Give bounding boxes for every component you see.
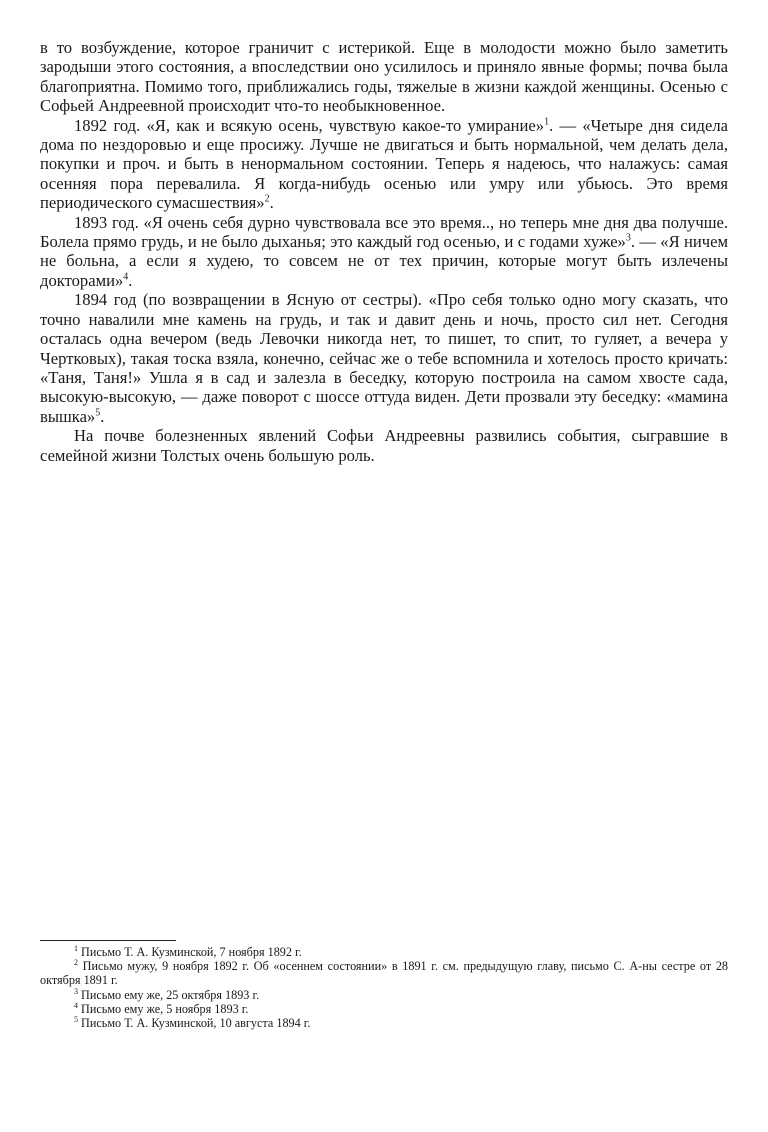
paragraph <box>40 290 728 426</box>
paragraph-text: . <box>269 193 274 213</box>
footnote-ref: 1 <box>544 116 550 128</box>
footnote-text: Письмо мужу, 9 ноября 1892 г. Об «осеннем состоянии» в 1891 г. см. предыдущую главу, письмо С. А-ны сестре от 28 октября 1891 г. <box>40 959 729 988</box>
paragraph-text: . <box>128 270 133 290</box>
footnote-ref: 5 <box>95 407 101 419</box>
paragraph <box>40 116 728 213</box>
footnote <box>40 1002 728 1016</box>
footnote-text: Письмо ему же, 5 ноября 1893 г. <box>81 1001 249 1016</box>
main-text <box>40 38 728 465</box>
footnote-ref: 4 <box>123 271 129 283</box>
paragraph-text: . — «Я ничем не больна, а если я худею, то совсем не от тех причин, которые могут быть излечены докторами» <box>40 232 728 290</box>
paragraph-text: 1893 год. «Я очень себя дурно чувствовала все это время.., но теперь мне дня два получше. Болела прямо грудь, и не было дыханья; это каждый год осенью, и с годами хуже» <box>40 212 728 252</box>
footnote <box>40 945 728 959</box>
footnote <box>40 988 728 1002</box>
footnotes <box>40 945 728 1030</box>
footnote <box>40 1016 728 1030</box>
paragraph <box>40 38 728 116</box>
paragraph-text: 1892 год. «Я, как и всякую осень, чувствую какое-то умирание» <box>74 115 545 135</box>
paragraph <box>40 426 728 465</box>
footnote-number: 5 <box>74 1014 78 1024</box>
footnote-number: 1 <box>74 943 78 953</box>
footnote-number: 2 <box>74 958 78 968</box>
footnote-text: Письмо Т. А. Кузминской, 10 августа 1894 г. <box>81 1016 311 1031</box>
footnote-text: Письмо Т. А. Кузминской, 7 ноября 1892 г. <box>81 945 302 959</box>
footnote <box>40 959 728 987</box>
footnote-number: 3 <box>74 986 78 996</box>
footnote-number: 4 <box>74 1000 78 1010</box>
paragraph-text: На почве болезненных явлений Софьи Андреевны развились события, сыгравшие в семейной жизни Толстых очень большую роль. <box>40 426 728 465</box>
paragraph <box>40 213 728 291</box>
footnote-separator <box>40 940 176 941</box>
footnote-text: Письмо ему же, 25 октября 1893 г. <box>81 987 260 1002</box>
footnote-ref: 2 <box>264 193 270 205</box>
footnote-ref: 3 <box>625 232 631 244</box>
paragraph-text: в то возбуждение, которое граничит с истерикой. Еще в молодости можно было заметить зародыши этого состояния, а впоследствии оно усилилось и приняло явные формы; почва была благоприятна. Помимо того, приближались годы, тяжелые в жизни каждой женщины. Осенью с Софьей Андреевной происходит что-то необыкновенное. <box>40 38 728 116</box>
paragraph-text: 1894 год (по возвращении в Ясную от сестры). «Про себя только одно могу сказать, что точно навалили мне камень на грудь, и так и давит день и ночь, просто сил нет. Сегодня осталась одна вечером (ведь Левочки никогда нет, то пишет, то спит, то гуляет, а вечера у Чертковых), такая тоска взяла, конечно, сейчас же о тебе вспомнила и хотелось просто кричать: «Таня, Таня!» Ушла я в сад и залезла в беседку, которую построила на самом хвосте сада, высокую-высокую, — даже поворот с шоссе оттуда виден. Дети прозвали эту беседку: «мамина вышка» <box>40 290 728 426</box>
paragraph-text: . <box>100 406 105 426</box>
paragraph-text: . — «Четыре дня сидела дома по нездоровью и еще просижу. Лучше не двигаться и быть нормальной, чем делать дела, покупки и проч. и быть в ненормальном состоянии. Теперь я надеюсь, что налажусь: самая осенняя пора перевалила. Я когда-нибудь осенью или умру или убьюсь. Это время периодического сумасшествия» <box>40 115 728 213</box>
